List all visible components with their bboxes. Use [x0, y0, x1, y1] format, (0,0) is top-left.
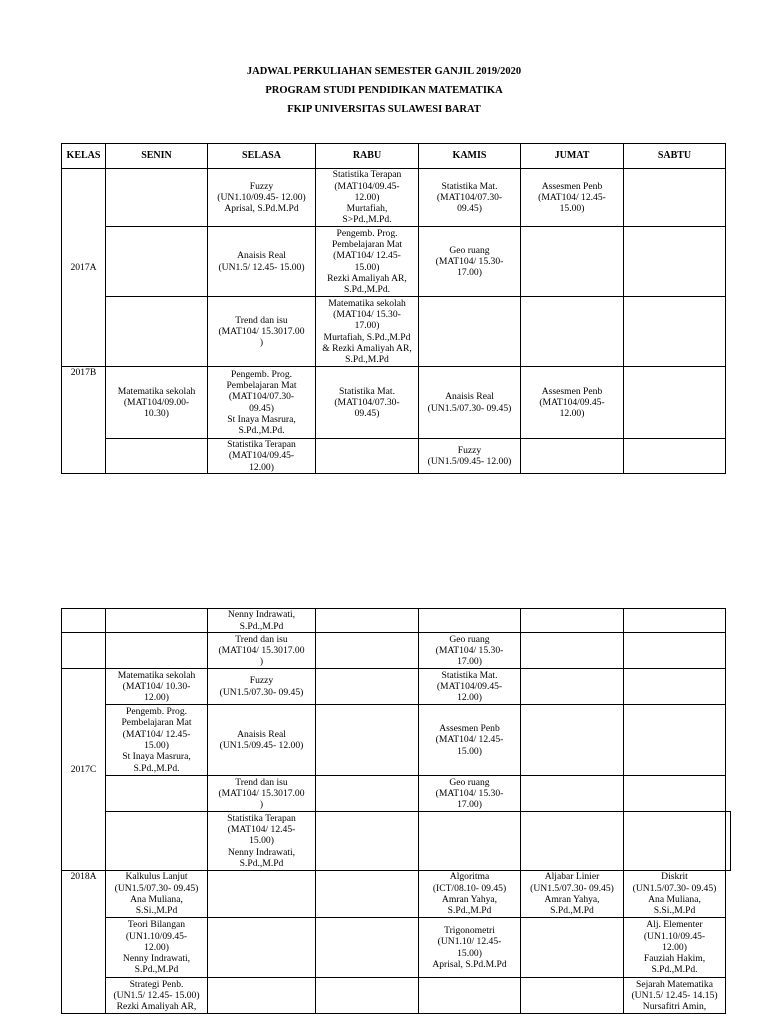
cell-empty [106, 227, 208, 297]
cell-course: Fuzzy (UN1.5/07.30- 09.45) [208, 669, 316, 705]
cell-course: Algoritma (ICT/08.10- 09.45) Amran Yahya, S.Pd.,M.Pd [419, 871, 521, 918]
table-row [62, 169, 726, 227]
cell-course: Anaisis Real (UN1.5/07.30- 09.45) [419, 367, 521, 439]
cell-empty [316, 609, 419, 633]
cell-empty [521, 669, 624, 705]
cell-empty [316, 633, 419, 669]
cell-course: Alj. Elementer (UN1.10/09.45- 12.00) Fauziah Hakim, S.Pd.,M.Pd. [624, 918, 726, 978]
cell-empty [521, 978, 624, 1014]
cell-empty [521, 918, 624, 978]
cell-empty [624, 705, 726, 776]
cell-empty [624, 367, 726, 439]
col-sabtu: SABTU [624, 144, 726, 169]
table-row [62, 705, 731, 776]
table-row [62, 871, 731, 918]
cell-empty [521, 776, 624, 812]
table-row [62, 609, 731, 633]
cell-course: Sejarah Matematika (UN1.5/ 12.45- 14.15) Nursafitri Amin, [624, 978, 726, 1014]
cell-course: Matematika sekolah (MAT104/09.00- 10.30) [106, 367, 208, 439]
cell-empty [521, 633, 624, 669]
cell-course: Pengemb. Prog. Pembelajaran Mat (MAT104/ 12.45- 15.00) Rezki Amaliyah AR, S.Pd.,M.Pd. [316, 227, 419, 297]
class-2017b: 2017B [62, 367, 106, 474]
cell-course: Pengemb. Prog. Pembelajaran Mat (MAT104/07.30- 09.45) St Inaya Masrura, S.Pd.,M.Pd. [208, 367, 316, 439]
cell-course: Anaisis Real (UN1.5/09.45- 12.00) [208, 705, 316, 776]
cell-empty [316, 776, 419, 812]
cell-course: Trend dan isu (MAT104/ 15.3017.00 ) [208, 776, 316, 812]
cell-course: Fuzzy (UN1.10/09.45- 12.00) Aprisal, S.Pd.M.Pd [208, 169, 316, 227]
table-row [62, 227, 726, 297]
table-header-row [62, 144, 726, 169]
cell-course: Teori Bilangan (UN1.10/09.45- 12.00) Nenny Indrawati, S.Pd.,M.Pd [106, 918, 208, 978]
cell-empty [106, 812, 208, 871]
program-title: PROGRAM STUDI PENDIDIKAN MATEMATIKA [265, 85, 503, 96]
cell-course: Assesmen Penb (MAT104/ 12.45- 15.00) [419, 705, 521, 776]
cell-course: Geo ruang (MAT104/ 15.30- 17.00) [419, 633, 521, 669]
schedule-title: JADWAL PERKULIAHAN SEMESTER GANJIL 2019/2020 [246, 66, 522, 77]
table-row [62, 978, 731, 1014]
cell-course: Geo ruang (MAT104/ 15.30- 17.00) [419, 776, 521, 812]
cell-empty [521, 439, 624, 474]
cell-course: Statistika Mat. (MAT104/07.30- 09.45) [316, 367, 419, 439]
col-rabu: RABU [316, 144, 419, 169]
cell-empty [106, 169, 208, 227]
cell-empty [316, 978, 419, 1014]
class-2017c: 2017C [62, 669, 106, 871]
cell-course: Statistika Terapan (MAT104/ 12.45- 15.00) Nenny Indrawati, S.Pd.,M.Pd [208, 812, 316, 871]
table-row [62, 297, 726, 367]
cell-empty [106, 609, 208, 633]
cell-course: Diskrit (UN1.5/07.30- 09.45) Ana Muliana, S.Si.,M.Pd [624, 871, 726, 918]
cell-empty [316, 439, 419, 474]
cell-empty [419, 978, 521, 1014]
table-row [62, 367, 726, 439]
col-senin: SENIN [106, 144, 208, 169]
table-row [62, 812, 731, 871]
cell-empty [106, 776, 208, 812]
cell-empty [316, 918, 419, 978]
cell-empty [106, 297, 208, 367]
cell-empty [316, 669, 419, 705]
cell-empty [521, 812, 624, 871]
cell-empty [208, 918, 316, 978]
cell-empty [316, 705, 419, 776]
cell-course: Trend dan isu (MAT104/ 15.3017.00 ) [208, 297, 316, 367]
cell-empty [521, 297, 624, 367]
cell-empty [624, 439, 726, 474]
table-row [62, 669, 731, 705]
cell-course: Kalkulus Lanjut (UN1.5/07.30- 09.45) Ana Muliana, S.Si.,M.Pd [106, 871, 208, 918]
col-jumat: JUMAT [521, 144, 624, 169]
cell-empty [624, 297, 726, 367]
cell-empty [624, 169, 726, 227]
cell-course: Strategi Penb. (UN1.5/ 12.45- 15.00) Rezki Amaliyah AR, [106, 978, 208, 1014]
cell-empty [624, 669, 726, 705]
cell-empty [316, 812, 419, 871]
table-row [62, 439, 726, 474]
cell-course: Nenny Indrawati, S.Pd.,M.Pd [208, 609, 316, 633]
col-kamis: KAMIS [419, 144, 521, 169]
cell-empty [521, 227, 624, 297]
cell-empty [208, 871, 316, 918]
cell-course: Geo ruang (MAT104/ 15.30- 17.00) [419, 227, 521, 297]
cell-course: Statistika Terapan (MAT104/09.45- 12.00) Murtafiah, S>Pd.,M.Pd. [316, 169, 419, 227]
cell-course: Anaisis Real (UN1.5/ 12.45- 15.00) [208, 227, 316, 297]
cell-empty [624, 812, 726, 871]
table-row [62, 776, 731, 812]
cell-empty [624, 776, 726, 812]
cell-empty [419, 297, 521, 367]
cell-empty [62, 609, 106, 633]
cell-empty [521, 705, 624, 776]
cell-course: Fuzzy (UN1.5/09.45- 12.00) [419, 439, 521, 474]
cell-empty [419, 609, 521, 633]
cell-empty [521, 609, 624, 633]
cell-course: Matematika sekolah (MAT104/ 15.30- 17.00) Murtafiah, S.Pd.,M.Pd & Rezki Amaliyah AR, S.Pd.,M.Pd [316, 297, 419, 367]
cell-course: Aljabar Linier (UN1.5/07.30- 09.45) Amran Yahya, S.Pd.,M.Pd [521, 871, 624, 918]
cell-empty [419, 812, 521, 871]
schedule-table-page1 [61, 143, 726, 474]
cell-empty [624, 227, 726, 297]
cell-course: Trend dan isu (MAT104/ 15.3017.00 ) [208, 633, 316, 669]
table-row [62, 918, 731, 978]
class-2017a: 2017A [62, 169, 106, 367]
cell-empty [106, 439, 208, 474]
cell-course: Assesmen Penb (MAT104/09.45- 12.00) [521, 367, 624, 439]
cell-empty [62, 633, 106, 669]
cell-course: Assesmen Penb (MAT104/ 12.45- 15.00) [521, 169, 624, 227]
col-kelas: KELAS [62, 144, 106, 169]
cell-empty [624, 609, 726, 633]
cell-course: Statistika Mat. (MAT104/09.45- 12.00) [419, 669, 521, 705]
cell-course: Trigonometri (UN1.10/ 12.45- 15.00) Aprisal, S.Pd.M.Pd [419, 918, 521, 978]
cell-course: Statistika Mat. (MAT104/07.30- 09.45) [419, 169, 521, 227]
cell-course: Matematika sekolah (MAT104/ 10.30- 12.00) [106, 669, 208, 705]
cell-empty [208, 978, 316, 1014]
cell-empty [106, 633, 208, 669]
cell-course: Statistika Terapan (MAT104/09.45- 12.00) [208, 439, 316, 474]
col-selasa: SELASA [208, 144, 316, 169]
cell-empty [726, 812, 731, 871]
cell-empty [316, 871, 419, 918]
schedule-table-page2 [61, 608, 731, 1014]
faculty-title: FKIP UNIVERSITAS SULAWESI BARAT [287, 104, 481, 115]
cell-course: Pengemb. Prog. Pembelajaran Mat (MAT104/ 12.45- 15.00) St Inaya Masrura, S.Pd.,M.Pd. [106, 705, 208, 776]
table-row [62, 633, 731, 669]
class-2018a: 2018A [62, 871, 106, 1014]
cell-empty [624, 633, 726, 669]
